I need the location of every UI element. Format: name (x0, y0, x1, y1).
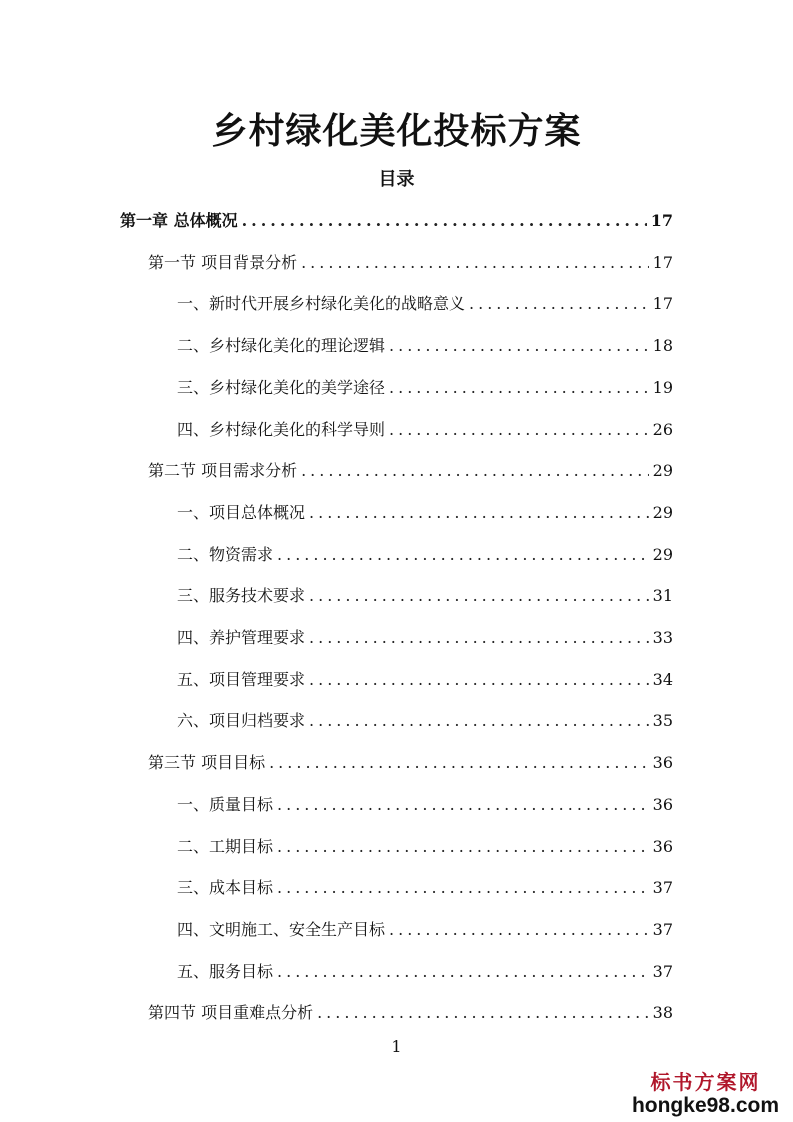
toc-entry-label: 第一节 项目背景分析 (148, 252, 298, 272)
toc-entry-page: 37 (652, 878, 673, 898)
toc-entry-label: 一、项目总体概况 (177, 502, 306, 522)
toc-entry-page: 35 (652, 711, 673, 731)
toc-dot-leader (389, 919, 649, 941)
toc-dot-leader (277, 794, 649, 816)
toc-entry-label: 一、新时代开展乡村绿化美化的战略意义 (177, 294, 466, 314)
toc-dot-leader (301, 460, 649, 482)
toc-entry-page: 29 (652, 461, 673, 481)
toc-entry[interactable] (177, 544, 673, 566)
toc-entry-page: 26 (652, 419, 673, 439)
toc-entry-page: 34 (652, 669, 673, 689)
toc-entry-label: 一、质量目标 (177, 794, 274, 814)
watermark-en: hongke98.com (631, 1094, 779, 1117)
toc-entry[interactable] (148, 252, 673, 274)
toc-entry-label: 五、服务目标 (177, 961, 274, 981)
toc-entry-page: 18 (652, 336, 673, 356)
toc-entry[interactable] (120, 210, 673, 232)
toc-dot-leader (309, 502, 649, 524)
toc-dot-leader (269, 752, 649, 774)
toc-entry-label: 二、物资需求 (177, 544, 274, 564)
toc-entry[interactable] (177, 335, 673, 357)
toc-entry[interactable] (177, 961, 673, 983)
toc-entry-page: 36 (652, 836, 673, 856)
toc-entry[interactable] (148, 752, 673, 774)
toc-entry-page: 38 (652, 1003, 673, 1023)
toc-entry-page: 37 (652, 919, 673, 939)
toc-dot-leader (389, 419, 649, 441)
toc-entry-label: 三、成本目标 (177, 878, 274, 898)
toc-entry[interactable] (177, 585, 673, 607)
toc-entry[interactable] (177, 836, 673, 858)
toc-entry-page: 17 (650, 211, 673, 230)
watermark-cn: 标书方案网 (650, 1070, 761, 1094)
toc-entry-page: 19 (652, 377, 673, 397)
toc-dot-leader (277, 544, 649, 566)
toc-entry-page: 29 (652, 544, 673, 564)
toc-entry-label: 五、项目管理要求 (177, 669, 306, 689)
toc-dot-leader (277, 877, 649, 899)
toc-entry-page: 17 (652, 252, 673, 272)
toc-entry[interactable] (177, 710, 673, 732)
toc-entry-page: 33 (652, 628, 673, 647)
toc-dot-leader (317, 1002, 649, 1024)
toc-entry[interactable] (177, 502, 673, 524)
toc-entry-label: 第三节 项目目标 (148, 753, 266, 773)
toc-entry-label: 四、文明施工、安全生产目标 (177, 919, 386, 939)
toc-entry-page: 31 (652, 586, 673, 606)
toc-dot-leader (389, 335, 649, 357)
toc-entry-label: 六、项目归档要求 (177, 711, 306, 731)
toc-entry[interactable] (148, 460, 673, 482)
toc-entry-label: 二、工期目标 (177, 836, 274, 856)
toc-entry[interactable] (177, 919, 673, 941)
toc-entry-page: 37 (652, 961, 673, 981)
toc-entry[interactable] (177, 419, 673, 441)
page-number: 1 (391, 1037, 402, 1056)
toc-entry[interactable] (177, 377, 673, 399)
toc-dot-leader (301, 252, 649, 274)
toc-entry-label: 第一章 总体概况 (120, 211, 238, 230)
toc-entry[interactable] (177, 293, 673, 315)
toc-entry-label: 二、乡村绿化美化的理论逻辑 (177, 336, 386, 356)
toc-entry[interactable] (177, 794, 673, 816)
toc-entry-label: 四、养护管理要求 (177, 628, 306, 647)
toc-entry-label: 三、服务技术要求 (177, 586, 306, 606)
watermark-logo (632, 1070, 779, 1118)
toc-dot-leader (309, 710, 649, 732)
toc-entry[interactable] (177, 669, 673, 691)
toc-entry[interactable] (148, 1002, 673, 1024)
toc-entry-page: 17 (652, 294, 673, 314)
toc-entry[interactable] (177, 877, 673, 899)
document-title: 乡村绿化美化投标方案 (211, 110, 582, 152)
toc-entry-label: 第四节 项目重难点分析 (148, 1003, 314, 1023)
toc-entry-label: 第二节 项目需求分析 (148, 461, 298, 481)
toc-dot-leader (309, 627, 649, 649)
toc-dot-leader (469, 293, 649, 315)
toc-dot-leader (277, 836, 649, 858)
toc-entry-page: 29 (652, 502, 673, 522)
toc-dot-leader (277, 961, 649, 983)
toc-entry[interactable] (177, 627, 673, 649)
toc-entry-label: 四、乡村绿化美化的科学导则 (177, 419, 386, 439)
toc-dot-leader (309, 669, 649, 691)
toc-heading: 目录 (378, 169, 415, 190)
toc-entry-page: 36 (652, 794, 673, 814)
toc-dot-leader (389, 377, 649, 399)
toc-dot-leader (309, 585, 649, 607)
toc-entry-label: 三、乡村绿化美化的美学途径 (177, 377, 386, 397)
toc-dot-leader (242, 210, 647, 232)
toc-entry-page: 36 (652, 753, 673, 773)
